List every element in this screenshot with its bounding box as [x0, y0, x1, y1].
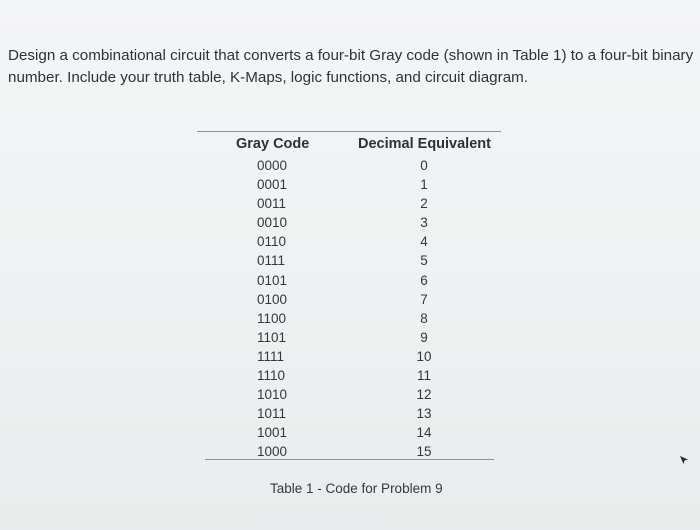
table-caption: Table 1 - Code for Problem 9 [270, 481, 443, 496]
decimal-cell: 3 [420, 215, 428, 231]
decimal-cell: 4 [420, 234, 428, 250]
decimal-equivalent-header: Decimal Equivalent [358, 136, 491, 152]
decimal-cell: 15 [416, 444, 432, 460]
decimal-cell: 2 [420, 196, 428, 212]
gray-code-cell: 0001 [257, 177, 288, 193]
decimal-cell: 10 [416, 348, 432, 364]
gray-code-cell: 1000 [257, 444, 288, 460]
decimal-cell: 11 [416, 368, 431, 384]
gray-code-cell: 0110 [257, 234, 287, 250]
gray-code-cell: 1011 [257, 406, 287, 422]
gray-code-cell: 1111 [257, 348, 285, 364]
decimal-cell: 8 [420, 310, 428, 326]
table-bottom-rule [205, 459, 494, 460]
gray-code-cell: 1010 [257, 387, 288, 403]
decimal-cell: 13 [416, 406, 432, 422]
gray-code-cell: 1001 [257, 425, 288, 441]
mouse-pointer-icon [679, 455, 689, 465]
gray-code-cell: 1100 [257, 310, 287, 326]
gray-code-header: Gray Code [236, 136, 310, 152]
decimal-cell: 9 [420, 329, 428, 345]
decimal-cell: 1 [420, 177, 428, 193]
gray-code-cell: 0010 [257, 215, 288, 231]
problem-statement: Design a combinational circuit that converts a four-bit Gray code (shown in Table 1) to a four-bit binary number. Include your truth table, K-Maps, logic functions, and circuit diagram. [8, 47, 694, 86]
decimal-cell: 14 [416, 425, 432, 441]
gray-code-cell: 1110 [257, 368, 286, 384]
decimal-cell: 7 [420, 291, 428, 307]
gray-code-cell: 0111 [257, 253, 286, 269]
gray-code-column [257, 156, 317, 462]
decimal-cell: 6 [420, 272, 428, 288]
gray-code-cell: 0101 [257, 272, 288, 288]
decimal-cell: 0 [420, 158, 428, 173]
gray-code-cell: 0011 [257, 196, 287, 212]
gray-code-cell: 0000 [257, 158, 288, 173]
decimal-column [409, 156, 439, 462]
decimal-cell: 12 [416, 387, 432, 403]
decimal-cell: 5 [420, 253, 428, 269]
gray-code-cell: 0100 [257, 291, 288, 307]
gray-code-cell: 1101 [257, 329, 287, 345]
table-top-rule [197, 131, 501, 132]
